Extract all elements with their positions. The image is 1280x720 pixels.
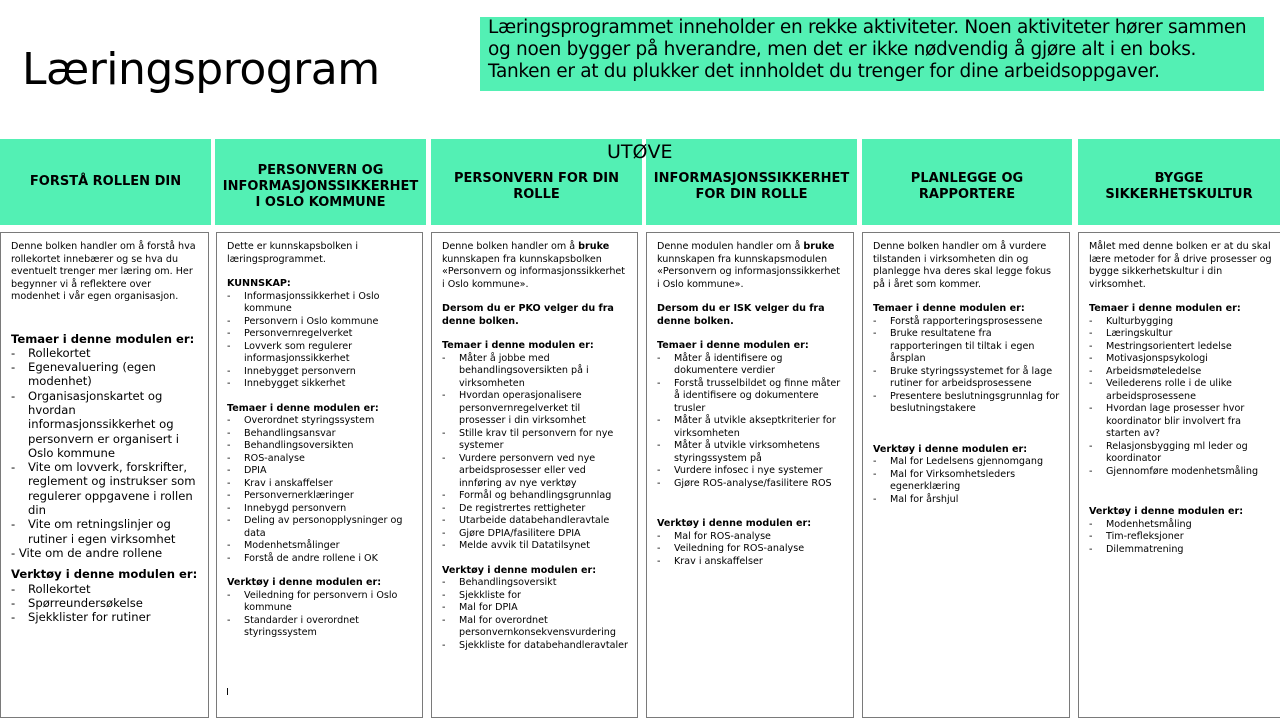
list-item: - Hvordan lage prosesser hvor koordinator blir involvert fra starten av? bbox=[1089, 403, 1272, 441]
list-item: - Personvernerklæringer bbox=[227, 490, 414, 503]
topics-list bbox=[227, 415, 414, 565]
list-item: - Rollekortet bbox=[11, 346, 200, 360]
list-item: - Relasjonsbygging ml leder og koordinator bbox=[1089, 441, 1272, 466]
list-item: - Måter å identifisere og dokumentere verdier bbox=[657, 353, 845, 378]
topics-heading: Temaer i denne modulen er: bbox=[1089, 303, 1241, 314]
tools-list bbox=[1089, 519, 1272, 557]
list-item: - Forstå rapporteringsprosessene bbox=[873, 316, 1061, 329]
list-item: - Behandlingsoversikt bbox=[442, 577, 629, 590]
list-item: - Sjekkliste for bbox=[442, 590, 629, 603]
column-intro: Målet med denne bolken er at du skal lære metoder for å drive prosesser og bygge sikkerhetskultur i din virksomhet. bbox=[1089, 241, 1272, 290]
list-item: - Forstå trusselbildet og finne måter å identifisere og dokumentere trusler bbox=[657, 378, 845, 416]
column-heading-personvern-oslo: PERSONVERN OG INFORMASJONSSIKKERHET I OSLO KOMMUNE bbox=[215, 139, 426, 225]
list-item: - Kulturbygging bbox=[1089, 316, 1272, 329]
list-item: - Hvordan operasjonalisere personvernregelverket til prosesser i din virksomhet bbox=[442, 390, 629, 428]
list-item: - Informasjonssikkerhet i Oslo kommune bbox=[227, 291, 414, 316]
topics-heading: Temaer i denne modulen er: bbox=[873, 303, 1025, 314]
column-box-forsta-rollen bbox=[0, 232, 209, 718]
list-item: - Måter å utvikle virksomhetens styringssystem på bbox=[657, 440, 845, 465]
list-item: - Mal for årshjul bbox=[873, 494, 1061, 507]
list-item: - Krav i anskaffelser bbox=[657, 556, 845, 569]
list-item: - Vite om retningslinjer og rutiner i egen virksomhet bbox=[11, 517, 200, 546]
list-item: - Innebygget personvern bbox=[227, 366, 414, 379]
section-label: UTØVE bbox=[607, 141, 673, 163]
list-item: - DPIA bbox=[227, 465, 414, 478]
column-intro: Denne bolken handler om å forstå hva rollekortet innebærer og se hva du eventuelt trenger mer læring om. Her begynner vi å reflektere over modenhet i vår egen organisasjon. bbox=[11, 241, 196, 302]
text-cursor-mark: I bbox=[226, 686, 229, 698]
list-item: - Personvern i Oslo kommune bbox=[227, 316, 414, 329]
column-box-personvern-oslo bbox=[216, 232, 423, 718]
list-item: - Rollekortet bbox=[11, 582, 200, 596]
list-item: - Standarder i overordnet styringssystem bbox=[227, 615, 414, 640]
intro-banner: Læringsprogrammet inneholder en rekke aktiviteter. Noen aktiviteter hører sammen og noen bygger på hverandre, men det er ikke nødvendig å gjøre alt i en boks. Tanken er at du plukker det innholdet du trenger for dine arbeidsoppgaver. bbox=[480, 17, 1264, 91]
knowledge-heading: KUNNSKAP: bbox=[227, 278, 291, 289]
list-item: - Presentere beslutningsgrunnlag for beslutningstakere bbox=[873, 391, 1061, 416]
list-item: - Mal for ROS-analyse bbox=[657, 531, 845, 544]
tools-list bbox=[11, 582, 200, 625]
tools-heading: Verktøy i denne modulen er: bbox=[657, 518, 812, 529]
column-heading-forsta-rollen: FORSTÅ ROLLEN DIN bbox=[0, 139, 211, 225]
topics-heading: Temaer i denne modulen er: bbox=[11, 331, 195, 346]
list-item: - Behandlingsansvar bbox=[227, 428, 414, 441]
list-item: - Dilemmatrening bbox=[1089, 544, 1272, 557]
list-item: - Tim-refleksjoner bbox=[1089, 531, 1272, 544]
list-item: - Egenevaluering (egen modenhet) bbox=[11, 360, 200, 389]
column-heading-planlegge: PLANLEGGE OG RAPPORTERE bbox=[862, 139, 1072, 225]
tools-list bbox=[873, 456, 1061, 506]
list-item: - Modenhetsmåling bbox=[1089, 519, 1272, 532]
list-item: - Forstå de andre rollene i OK bbox=[227, 553, 414, 566]
list-item: - Lovverk som regulerer informasjonssikkerhet bbox=[227, 341, 414, 366]
topics-heading: Temaer i denne modulen er: bbox=[227, 402, 379, 414]
list-item: - Gjøre DPIA/fasilitere DPIA bbox=[442, 528, 629, 541]
list-item: - Formål og behandlingsgrunnlag bbox=[442, 490, 629, 503]
list-item: - De registrertes rettigheter bbox=[442, 503, 629, 516]
list-item: - Gjennomføre modenhetsmåling bbox=[1089, 466, 1272, 479]
list-item: - Måter å utvikle akseptkriterier for virksomheten bbox=[657, 415, 845, 440]
tools-heading: Verktøy i denne modulen er: bbox=[11, 567, 198, 582]
list-item: - Spørreundersøkelse bbox=[11, 596, 200, 610]
list-item: - Mal for Ledelsens gjennomgang bbox=[873, 456, 1061, 469]
list-item: - Overordnet styringssystem bbox=[227, 415, 414, 428]
tools-list bbox=[657, 531, 845, 569]
list-item: - Motivasjonspsykologi bbox=[1089, 353, 1272, 366]
tools-heading: Verktøy i denne modulen er: bbox=[873, 443, 1028, 455]
column-intro: Denne modulen handler om å bruke kunnskapen fra kunnskapsmodulen «Personvern og informasjonssikkerhet i Oslo kommune». bbox=[657, 241, 841, 290]
list-item: - Stille krav til personvern for nye systemer bbox=[442, 428, 629, 453]
column-heading-personvern-rolle: PERSONVERN FOR DIN ROLLE bbox=[431, 139, 642, 225]
list-item: - Gjøre ROS-analyse/fasilitere ROS bbox=[657, 478, 845, 491]
list-item: - Måter å jobbe med behandlingsoversikten på i virksomheten bbox=[442, 353, 629, 391]
tools-list bbox=[442, 577, 629, 652]
role-note: Dersom du er PKO velger du fra denne bolken. bbox=[442, 303, 614, 327]
list-item: - Sjekkliste for databehandleravtaler bbox=[442, 640, 629, 653]
column-heading-infosikkerhet-rolle: INFORMASJONSSIKKERHET FOR DIN ROLLE bbox=[646, 139, 857, 225]
list-item: - Vurdere infosec i nye systemer bbox=[657, 465, 845, 478]
list-item: - Mestringsorientert ledelse bbox=[1089, 341, 1272, 354]
list-item: - Innebygget sikkerhet bbox=[227, 378, 414, 391]
list-item: - Arbeidsmøteledelse bbox=[1089, 366, 1272, 379]
column-box-infosikkerhet-rolle bbox=[646, 232, 854, 718]
list-item: - Mal for DPIA bbox=[442, 602, 629, 615]
column-intro: Dette er kunnskapsbolken i læringsprogrammet. bbox=[227, 241, 359, 265]
topics-list bbox=[873, 316, 1061, 416]
column-intro: Denne bolken handler om å bruke kunnskapen fra kunnskapsbolken «Personvern og informasjonssikkerhet i Oslo kommune». bbox=[442, 241, 626, 290]
tools-list bbox=[227, 590, 414, 640]
column-box-sikkerhetskultur bbox=[1078, 232, 1280, 718]
list-item: - Bruke resultatene fra rapporteringen til tiltak i egen årsplan bbox=[873, 328, 1061, 366]
column-box-personvern-rolle bbox=[431, 232, 638, 718]
column-intro: Denne bolken handler om å vurdere tilstanden i virksomheten din og planlegge hva deres skal legge fokus på i året som kommer. bbox=[873, 241, 1052, 290]
list-item: - Organisasjonskartet og hvordan informasjonssikkerhet og personvern er organisert i Oslo kommune bbox=[11, 389, 200, 460]
list-item: - Veiledning for personvern i Oslo kommune bbox=[227, 590, 414, 615]
list-item: - Veiledning for ROS-analyse bbox=[657, 543, 845, 556]
topics-list bbox=[11, 346, 200, 560]
list-item: - Krav i anskaffelser bbox=[227, 478, 414, 491]
column-heading-sikkerhetskultur: BYGGE SIKKERHETSKULTUR bbox=[1078, 139, 1280, 225]
knowledge-list bbox=[227, 291, 414, 391]
list-item: - Modenhetsmålinger bbox=[227, 540, 414, 553]
topics-heading: Temaer i denne modulen er: bbox=[442, 340, 594, 351]
list-item: - Personvernregelverket bbox=[227, 328, 414, 341]
role-note: Dersom du er ISK velger du fra denne bolken. bbox=[657, 303, 825, 327]
list-item: - Innebygd personvern bbox=[227, 503, 414, 516]
topics-list bbox=[657, 353, 845, 491]
page-title: Læringsprogram bbox=[22, 44, 380, 95]
tools-heading: Verktøy i denne modulen er: bbox=[1089, 506, 1244, 517]
list-item: - Deling av personopplysninger og data bbox=[227, 515, 414, 540]
list-item: - Mal for Virksomhetsleders egenerklæring bbox=[873, 469, 1061, 494]
list-item: - Mal for overordnet personvernkonsekvensvurdering bbox=[442, 615, 629, 640]
list-item: - Bruke styringssystemet for å lage rutiner for arbeidsprosessene bbox=[873, 366, 1061, 391]
list-item: - Læringskultur bbox=[1089, 328, 1272, 341]
tools-heading: Verktøy i denne modulen er: bbox=[442, 564, 597, 576]
topics-list bbox=[1089, 316, 1272, 479]
list-item: - Melde avvik til Datatilsynet bbox=[442, 540, 629, 553]
tools-heading: Verktøy i denne modulen er: bbox=[227, 577, 382, 588]
topics-heading: Temaer i denne modulen er: bbox=[657, 340, 809, 351]
list-item: - Veilederens rolle i de ulike arbeidsprosessene bbox=[1089, 378, 1272, 403]
list-item: - Vite om lovverk, forskrifter, reglement og instrukser som regulerer oppgavene i rollen din bbox=[11, 460, 200, 517]
list-item: - Behandlingsoversikten bbox=[227, 440, 414, 453]
list-item: - Sjekklister for rutiner bbox=[11, 610, 200, 624]
list-item: - Vite om de andre rollene bbox=[11, 545, 163, 560]
topics-list bbox=[442, 353, 629, 553]
list-item: - Utarbeide databehandleravtale bbox=[442, 515, 629, 528]
column-box-planlegge bbox=[862, 232, 1070, 718]
list-item: - Vurdere personvern ved nye arbeidsprosesser eller ved innføring av nye verktøy bbox=[442, 453, 629, 491]
list-item: - ROS-analyse bbox=[227, 453, 414, 466]
